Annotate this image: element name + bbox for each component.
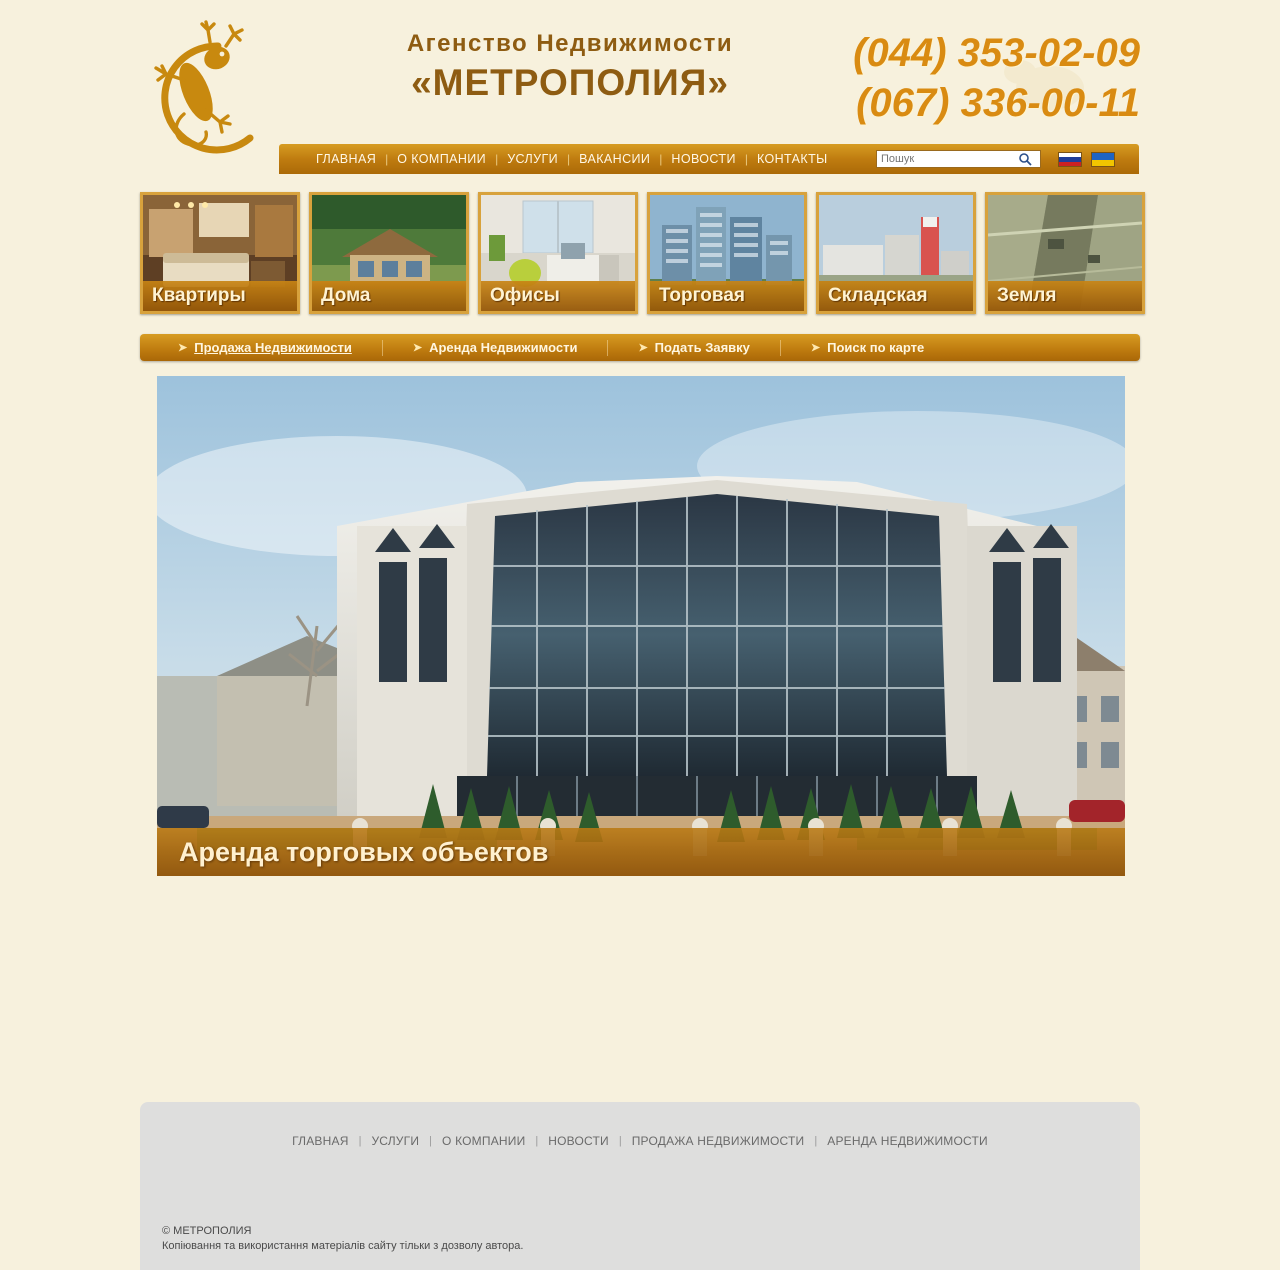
- nav-separator: |: [744, 152, 748, 166]
- chevron-right-icon: ➤: [412, 342, 423, 354]
- category-label: Квартиры: [143, 281, 297, 311]
- footer-link-arenda[interactable]: АРЕНДА НЕДВИЖИМОСТИ: [827, 1134, 988, 1148]
- subnav-label[interactable]: Подать Заявку: [654, 340, 750, 355]
- subnav-label[interactable]: Поиск по карте: [827, 340, 925, 355]
- subnav-label[interactable]: Продажа Недвижимости: [194, 340, 352, 355]
- category-tiles: [140, 192, 1145, 314]
- chevron-right-icon: ➤: [178, 342, 188, 354]
- footer-separator: |: [814, 1135, 818, 1147]
- category-label: Складская: [819, 281, 973, 311]
- nav-item-o-kompanii[interactable]: О КОМПАНИИ: [397, 152, 487, 166]
- nav-item-novosti[interactable]: НОВОСТИ: [671, 152, 736, 166]
- agency-subtitle: Агенство Недвижимости: [406, 30, 734, 57]
- subnav-label[interactable]: Аренда Недвижимости: [429, 340, 578, 355]
- gecko-lizard-logo[interactable]: [122, 18, 282, 168]
- contact-phones: [853, 28, 1140, 128]
- search-box[interactable]: [876, 150, 1041, 168]
- category-label: Земля: [988, 281, 1142, 311]
- site-header: [0, 0, 1280, 176]
- commercial-glass-building-image: [157, 376, 1125, 876]
- nav-separator: |: [495, 152, 499, 166]
- footer-link-o-kompanii[interactable]: О КОМПАНИИ: [442, 1134, 526, 1148]
- footer-link-glavnaya[interactable]: ГЛАВНАЯ: [292, 1134, 349, 1148]
- category-tile-skladskaya[interactable]: [816, 192, 976, 314]
- category-tile-kvartiry[interactable]: [140, 192, 300, 314]
- phone-secondary[interactable]: (067) 336-00-11: [856, 81, 1140, 125]
- category-tile-ofisy[interactable]: [478, 192, 638, 314]
- footer-navigation: [140, 1134, 1140, 1148]
- footer-separator: |: [358, 1135, 362, 1147]
- language-flag-ru[interactable]: [1058, 152, 1082, 167]
- hero-banner[interactable]: [157, 376, 1125, 876]
- category-label: Офисы: [481, 281, 635, 311]
- footer-separator: |: [429, 1135, 433, 1147]
- nav-separator: |: [567, 152, 571, 166]
- secondary-navigation: [140, 334, 1140, 361]
- main-navigation: [279, 144, 1139, 174]
- subnav-item-arenda[interactable]: [413, 340, 578, 355]
- nav-separator: |: [385, 152, 389, 166]
- category-label: Торговая: [650, 281, 804, 311]
- search-icon[interactable]: [1017, 151, 1033, 167]
- category-tile-zemlya[interactable]: [985, 192, 1145, 314]
- copyright-block: [162, 1224, 523, 1254]
- copyright-notice: Копіювання та використання матеріалів сайту тільки з дозволу автора.: [162, 1240, 524, 1252]
- chevron-right-icon: ➤: [638, 342, 648, 354]
- category-tile-doma[interactable]: [309, 192, 469, 314]
- subnav-item-podat-zayavku[interactable]: [638, 340, 749, 355]
- site-footer: [140, 1102, 1140, 1270]
- subnav-divider: [607, 340, 608, 356]
- subnav-item-poisk-po-karte[interactable]: [811, 340, 924, 355]
- footer-separator: |: [618, 1135, 622, 1147]
- footer-link-novosti[interactable]: НОВОСТИ: [548, 1134, 609, 1148]
- footer-separator: |: [535, 1135, 539, 1147]
- main-nav-links: [307, 152, 837, 166]
- agency-title: [330, 30, 810, 104]
- nav-item-uslugi[interactable]: УСЛУГИ: [507, 152, 559, 166]
- subnav-item-prodazha[interactable]: [178, 340, 352, 355]
- nav-item-glavnaya[interactable]: ГЛАВНАЯ: [316, 152, 377, 166]
- phone-primary[interactable]: (044) 353-02-09: [853, 31, 1140, 75]
- search-input[interactable]: [877, 152, 1017, 166]
- subnav-divider: [382, 340, 383, 356]
- footer-link-prodazha[interactable]: ПРОДАЖА НЕДВИЖИМОСТИ: [631, 1134, 805, 1148]
- language-flag-ua[interactable]: [1091, 152, 1115, 167]
- subnav-divider: [780, 340, 781, 356]
- agency-name: «МЕТРОПОЛИЯ»: [411, 62, 729, 103]
- copyright-owner: © МЕТРОПОЛИЯ: [162, 1225, 252, 1237]
- nav-item-kontakty[interactable]: КОНТАКТЫ: [756, 152, 828, 166]
- hero-caption: Аренда торговых объектов: [157, 828, 1125, 876]
- category-tile-torgovaya[interactable]: [647, 192, 807, 314]
- chevron-right-icon: ➤: [810, 342, 821, 354]
- nav-separator: |: [659, 152, 663, 166]
- nav-item-vakansii[interactable]: ВАКАНСИИ: [579, 152, 651, 166]
- footer-link-uslugi[interactable]: УСЛУГИ: [371, 1134, 420, 1148]
- category-label: Дома: [312, 281, 466, 311]
